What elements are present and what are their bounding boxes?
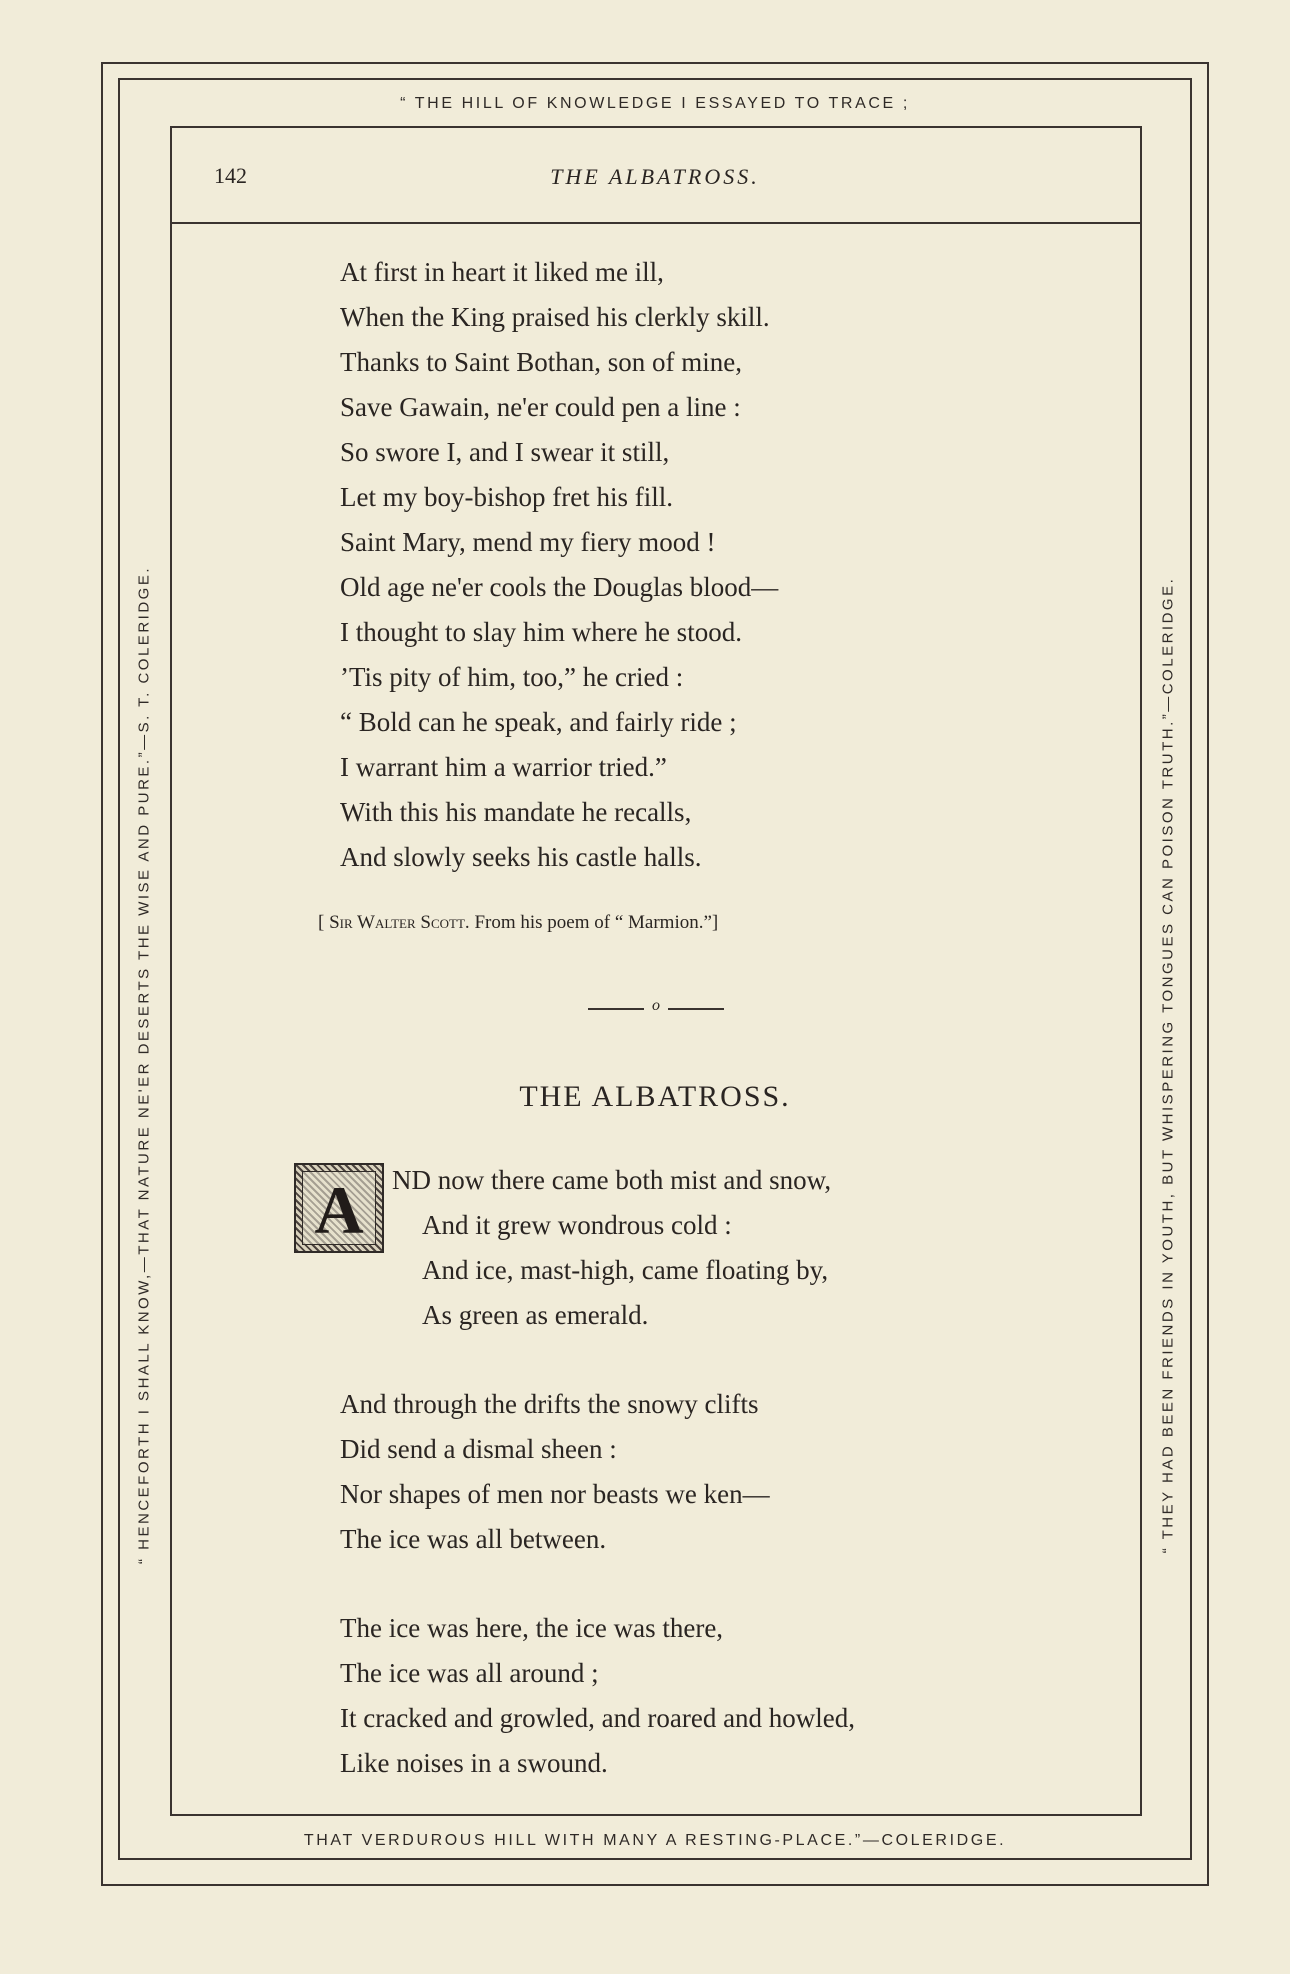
marmion-line: I warrant him a warrior tried.” — [340, 752, 667, 782]
marmion-line: ’Tis pity of him, too,” he cried : — [340, 662, 684, 692]
marmion-line: Old age ne'er cools the Douglas blood— — [340, 572, 779, 602]
attribution — [318, 912, 718, 934]
divider-ornament: o — [652, 997, 660, 1014]
marmion-line: Thanks to Saint Bothan, son of mine, — [340, 347, 742, 377]
albatross-line: ND now there came both mist and snow, — [392, 1165, 832, 1195]
marmion-line: So swore I, and I swear it still, — [340, 437, 670, 467]
albatross-line: Nor shapes of men nor beasts we ken— — [340, 1479, 770, 1509]
left-border-motto: “ HENCEFORTH I SHALL KNOW,—THAT NATURE NE'ER DESERTS THE WISE AND PURE.”—S. T. COLERIDGE. — [135, 566, 153, 1564]
attribution-author: Sir Walter Scott. — [329, 912, 470, 933]
marmion-line: Saint Mary, mend my fiery mood ! — [340, 527, 716, 557]
divider-rule-right — [668, 1008, 724, 1010]
drop-cap — [294, 1163, 384, 1253]
marmion-line: “ Bold can he speak, and fairly ride ; — [340, 707, 737, 737]
section-divider — [588, 997, 724, 1018]
bottom-border-motto: THAT VERDUROUS HILL WITH MANY A RESTING-PLACE.”—COLERIDGE. — [303, 1832, 1007, 1849]
top-border-motto: “ THE HILL OF KNOWLEDGE I ESSAYED TO TRACE ; — [400, 95, 910, 112]
marmion-line: And slowly seeks his castle halls. — [340, 842, 702, 872]
attribution-bracket: [ — [318, 912, 330, 933]
attribution-source: From his poem of “ Marmion.”] — [469, 912, 719, 933]
marmion-line: I thought to slay him where he stood. — [340, 617, 742, 647]
albatross-line: The ice was here, the ice was there, — [340, 1613, 724, 1643]
albatross-line: The ice was all between. — [340, 1524, 607, 1554]
albatross-line: And it grew wondrous cold : — [422, 1210, 732, 1240]
poem-title: THE ALBATROSS. — [519, 1080, 791, 1113]
running-title: THE ALBATROSS. — [550, 164, 760, 189]
page-number: 142 — [214, 163, 247, 188]
marmion-line: When the King praised his clerkly skill. — [340, 302, 770, 332]
marmion-line: With this his mandate he recalls, — [340, 797, 692, 827]
marmion-line: Let my boy-bishop fret his fill. — [340, 482, 673, 512]
albatross-line: It cracked and growled, and roared and howled, — [340, 1703, 856, 1733]
header-rule — [170, 222, 1142, 224]
drop-cap-letter: A — [302, 1171, 376, 1245]
albatross-line: Did send a dismal sheen : — [340, 1434, 617, 1464]
inner-border — [170, 126, 1142, 1816]
divider-rule-left — [588, 1008, 644, 1010]
albatross-line: And ice, mast-high, came floating by, — [422, 1255, 829, 1285]
right-border-motto: “ THEY HAD BEEN FRIENDS IN YOUTH, BUT WHISPERING TONGUES CAN POISON TRUTH.”—COLERIDGE. — [1159, 576, 1177, 1554]
albatross-line: And through the drifts the snowy clifts — [340, 1389, 759, 1419]
albatross-line: The ice was all around ; — [340, 1658, 599, 1688]
albatross-line: As green as emerald. — [422, 1300, 649, 1330]
marmion-line: At first in heart it liked me ill, — [340, 257, 664, 287]
albatross-line: Like noises in a swound. — [340, 1748, 608, 1778]
marmion-line: Save Gawain, ne'er could pen a line : — [340, 392, 741, 422]
